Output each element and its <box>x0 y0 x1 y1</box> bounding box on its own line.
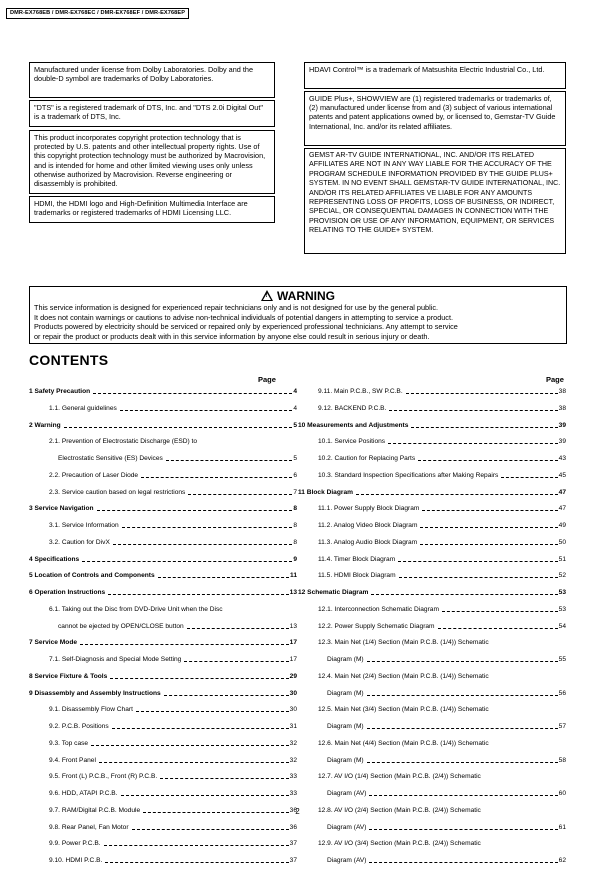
toc-leader <box>160 773 288 779</box>
warning-title: WARNING <box>277 289 335 303</box>
toc-leader <box>132 824 289 830</box>
toc-entry-title: 10.2. Caution for Replacing Parts <box>318 455 416 462</box>
toc-entry <box>298 472 566 489</box>
toc-leader <box>442 606 558 612</box>
page-number: 2 <box>295 807 300 816</box>
toc-entry <box>29 572 297 589</box>
toc-entry-page: 13 <box>289 622 297 630</box>
toc-entry-title: Diagram (M) <box>327 656 364 663</box>
toc-entry-page: 60 <box>558 790 566 797</box>
toc-entry <box>29 422 297 439</box>
toc-entry-title: 9.7. RAM/Digital P.C.B. Module <box>49 806 141 814</box>
toc-entry-title: 9.3. Top case <box>49 739 89 747</box>
hdmi-notice: HDMI, the HDMI logo and High-Definition Multimedia Interface are trademarks or registered trademarks of HDMI Licensing LLC. <box>29 196 275 223</box>
toc-entry <box>29 505 297 522</box>
toc-entry-page: 13 <box>289 589 297 596</box>
toc-entry-page: 36 <box>289 823 297 831</box>
toc-entry-title: 11.4. Timer Block Diagram <box>318 555 396 563</box>
toc-entry-title: 9.11. Main P.C.B., SW P.C.B. <box>318 388 403 395</box>
toc-entry-page: 5 <box>293 421 297 429</box>
toc-leader <box>166 455 293 461</box>
toc-entry-title: 11.2. Analog Video Block Diagram <box>318 522 418 529</box>
toc-entry-title: 3.1. Service Information <box>49 522 119 529</box>
toc-entry-title: 9.2. P.C.B. Positions <box>49 723 109 730</box>
toc-entry <box>298 522 566 539</box>
toc-entry <box>298 623 566 640</box>
toc-entry-title: 10 Measurements and Adjustments <box>298 421 409 429</box>
toc-leader <box>418 455 558 461</box>
toc-entry-title: 12.1. Interconnection Schematic Diagram <box>318 605 439 613</box>
toc-entry <box>298 790 566 807</box>
toc-entry-page: 31 <box>289 723 297 730</box>
toc-entry-title: 9.8. Rear Panel, Fan Motor <box>49 823 129 831</box>
toc-entry-title: 10.3. Standard Inspection Specifications after Making Repairs <box>318 471 499 479</box>
warning-line: or repair the product or products dealt with in this service information by anyone else could result in serious injury or death. <box>34 331 430 341</box>
toc-entry-page: 8 <box>293 505 297 513</box>
toc-entry-title: 12.2. Power Supply Schematic Diagram <box>318 622 435 630</box>
toc-leader <box>99 757 289 763</box>
toc-entry-title: 12.3. Main Net (1/4) Section (Main P.C.B. (1/4)) Schematic <box>318 639 489 647</box>
dts-notice: "DTS" is a registered trademark of DTS, Inc. and "DTS 2.0i Digital Out" is a trademark of DTS, Inc. <box>29 100 275 127</box>
toc-entry-page: 9 <box>293 555 297 563</box>
toc-entry-title: 6 Operation Instructions <box>29 589 106 596</box>
toc-leader <box>187 623 289 629</box>
toc-entry-title: 2.2. Precaution of Laser Diode <box>49 471 139 479</box>
toc-entry-page: 62 <box>558 857 566 864</box>
toc-entry <box>29 690 297 707</box>
toc-entry <box>29 606 297 623</box>
toc-entry-page: 49 <box>558 522 566 529</box>
toc-leader <box>164 690 289 696</box>
toc-leader <box>367 690 558 696</box>
toc-entry-page: 54 <box>558 622 566 630</box>
toc-leader <box>121 790 289 796</box>
toc-leader <box>367 757 558 763</box>
toc-entry <box>29 840 297 857</box>
toc-leader <box>136 706 289 712</box>
toc-entry <box>298 740 566 757</box>
warning-line: This service information is designed for experienced repair technicians only and is not designed for use by the general public. <box>34 303 438 312</box>
toc-entry-title: 9.10. HDMI P.C.B. <box>49 857 103 864</box>
toc-right-column <box>298 388 566 874</box>
toc-leader <box>105 857 288 863</box>
toc-entry <box>29 757 297 774</box>
page-column-label-left: Page <box>258 375 276 384</box>
toc-leader <box>406 388 558 394</box>
toc-leader <box>420 539 557 545</box>
toc-leader <box>188 489 292 495</box>
toc-entry-page: 6 <box>293 471 297 479</box>
toc-leader <box>369 790 557 796</box>
toc-entry <box>29 472 297 489</box>
toc-entry-page: 45 <box>558 471 566 479</box>
toc-entry-title: 9.1. Disassembly Flow Chart <box>49 706 133 714</box>
toc-entry-title: 2.3. Service caution based on legal restrictions <box>49 488 186 496</box>
toc-entry-title: 9.12. BACKEND P.C.B. <box>318 404 387 412</box>
warning-box <box>29 286 567 344</box>
warning-heading <box>34 289 562 303</box>
toc-leader <box>108 589 288 595</box>
toc-entry <box>298 489 566 506</box>
toc-leader <box>422 505 557 511</box>
toc-leader <box>389 405 557 411</box>
toc-entry <box>298 572 566 589</box>
toc-entry-title: cannot be ejected by OPEN/CLOSE button <box>58 622 184 630</box>
toc-entry-page: 39 <box>558 421 566 429</box>
toc-entry-title: 1.1. General guidelines <box>49 404 117 412</box>
toc-entry <box>29 857 297 874</box>
toc-entry <box>29 489 297 506</box>
toc-entry-page: 8 <box>293 538 297 546</box>
toc-entry <box>29 706 297 723</box>
toc-leader <box>112 723 289 729</box>
toc-entry-page: 17 <box>289 639 297 647</box>
toc-entry <box>298 606 566 623</box>
toc-leader <box>64 422 293 428</box>
toc-entry-page: 33 <box>289 773 297 781</box>
toc-entry-title: 12.8. AV I/O (2/4) Section (Main P.C.B. (2/4)) Schematic <box>318 806 481 814</box>
toc-leader <box>371 589 557 595</box>
toc-entry <box>29 522 297 539</box>
toc-entry-page: 43 <box>558 455 566 462</box>
toc-entry-page: 53 <box>558 589 566 596</box>
macrovision-notice: This product incorporates copyright protection technology that is protected by U.S. patents and other intellectual property rights. Use of this copyright protection technology must be authorized by Macrovision, and is intended for home and other limited viewing uses only unless otherwise authorized by Macrovision. Reverse engineering or disassembly is prohibited. <box>29 130 275 194</box>
toc-entry-title: 9.9. Power P.C.B. <box>49 840 101 848</box>
toc-entry <box>298 589 566 606</box>
toc-entry-title: 9.4. Front Panel <box>49 756 96 764</box>
warning-triangle-icon <box>261 290 273 301</box>
toc-entry-page: 30 <box>289 706 297 714</box>
toc-entry <box>298 422 566 439</box>
toc-entry-page: 7 <box>293 488 297 496</box>
toc-entry-title: 9 Disassembly and Assembly Instructions <box>29 689 161 697</box>
toc-leader <box>501 472 557 478</box>
toc-entry-title: 12.5. Main Net (3/4) Section (Main P.C.B. (1/4)) Schematic <box>318 706 489 714</box>
contents-title: CONTENTS <box>29 352 109 368</box>
toc-entry-page: 32 <box>289 756 297 764</box>
toc-leader <box>122 522 293 528</box>
hdavi-notice: HDAVI Control™ is a trademark of Matsushita Electric Industrial Co., Ltd. <box>304 62 566 89</box>
toc-entry <box>29 455 297 472</box>
toc-entry-page: 4 <box>293 388 297 395</box>
toc-entry-title: 2 Warning <box>29 421 61 429</box>
toc-leader <box>367 656 558 662</box>
toc-leader <box>82 556 292 562</box>
toc-entry <box>29 740 297 757</box>
toc-entry <box>298 824 566 841</box>
toc-leader <box>438 623 558 629</box>
toc-leader <box>398 556 557 562</box>
toc-entry <box>29 656 297 673</box>
toc-leader <box>120 405 293 411</box>
toc-entry-page: 36 <box>289 806 297 814</box>
toc-entry-page: 56 <box>558 689 566 697</box>
toc-entry-title: 6.1. Taking out the Disc from DVD-Drive Unit when the Disc <box>49 605 223 613</box>
toc-leader <box>369 824 557 830</box>
toc-entry-page: 38 <box>558 388 566 395</box>
toc-leader <box>388 438 558 444</box>
toc-leader <box>110 673 288 679</box>
toc-entry-title: 11.5. HDMI Block Diagram <box>318 572 396 580</box>
model-header: DMR-EX768EB / DMR-EX768EC / DMR-EX768EF / DMR-EX768EP <box>6 8 189 19</box>
toc-entry <box>298 656 566 673</box>
toc-leader <box>97 505 293 511</box>
toc-entry-page: 50 <box>558 538 566 546</box>
toc-entry-title: Diagram (AV) <box>327 857 367 864</box>
toc-entry-title: Diagram (M) <box>327 756 364 764</box>
toc-entry-title: Electrostatic Sensitive (ES) Devices <box>58 455 163 462</box>
toc-entry-title: 12.4. Main Net (2/4) Section (Main P.C.B. (1/4)) Schematic <box>318 672 489 680</box>
toc-entry-title: Diagram (M) <box>327 689 364 697</box>
warning-line: Products powered by electricity should be serviced or repaired only by experienced professional technicians. Any attempt to service <box>34 322 458 331</box>
toc-leader <box>80 639 289 645</box>
toc-entry-title: 5 Location of Controls and Components <box>29 572 155 580</box>
toc-leader <box>367 723 558 729</box>
toc-entry <box>298 388 566 405</box>
toc-entry-title: 3.2. Caution for DivX <box>49 538 110 546</box>
toc-entry-page: 47 <box>558 505 566 513</box>
toc-entry-title: 3 Service Navigation <box>29 505 94 513</box>
toc-entry-page: 17 <box>289 656 297 663</box>
toc-leader <box>369 857 557 863</box>
toc-leader <box>399 572 558 578</box>
toc-entry <box>29 790 297 807</box>
toc-entry-title: 12.6. Main Net (4/4) Section (Main P.C.B. (1/4)) Schematic <box>318 739 489 747</box>
toc-leader <box>411 422 557 428</box>
toc-leader <box>91 740 289 746</box>
toc-entry <box>298 840 566 857</box>
toc-entry <box>29 639 297 656</box>
toc-entry <box>298 773 566 790</box>
toc-entry-page: 32 <box>289 739 297 747</box>
toc-entry <box>29 824 297 841</box>
toc-entry <box>298 438 566 455</box>
gemstar-disclaimer: GEMST AR-TV GUIDE INTERNATIONAL, INC. AND/OR ITS RELATED AFFILIATES ARE NOT IN ANY WAY LIABLE FOR THE ACCURACY OF THE PROGRAM SCHEDULE INFORMATION PROVIDED BY THE GUIDE PLUS+ SYSTEM. IN NO EVENT SHALL GEMSTAR-TV GUIDE INTERNATIONAL, INC. AND/OR ITS RELATED AFFILIATES VE LIABLE FOR ANY AMOUNTS REPRESENTING LOSS OF PROFITS, LOSS OF BUSINESS, OR INDIRECT, SPECIAL, OR CONSEQUENTIAL DAMAGES IN CONNECTION WITH THE PROVISION OR USE OF ANY INFORMATION, EQUIPMENT, OR SERVICES RELATING TO THE GUIDE+ SYSTEM. <box>304 148 566 254</box>
toc-leader <box>141 472 292 478</box>
toc-leader <box>184 656 288 662</box>
toc-leader <box>158 572 289 578</box>
toc-entry <box>29 556 297 573</box>
toc-entry-page: 8 <box>293 522 297 529</box>
toc-entry-page: 55 <box>558 656 566 663</box>
toc-leader <box>93 388 292 394</box>
toc-entry-title: 11.1. Power Supply Block Diagram <box>318 505 420 513</box>
toc-entry <box>298 505 566 522</box>
toc-entry-title: Diagram (M) <box>327 723 364 730</box>
toc-entry-title: 4 Specifications <box>29 555 80 563</box>
toc-entry-title: 8 Service Fixture & Tools <box>29 672 108 680</box>
toc-entry-title: 7 Service Mode <box>29 639 78 647</box>
toc-entry <box>29 388 297 405</box>
toc-entry-title: 12 Schematic Diagram <box>298 589 369 596</box>
toc-entry-page: 37 <box>289 857 297 864</box>
toc-entry-page: 47 <box>558 488 566 496</box>
toc-entry-title: 11 Block Diagram <box>298 488 353 496</box>
toc-entry <box>298 690 566 707</box>
toc-entry-page: 37 <box>289 840 297 848</box>
toc-entry <box>29 623 297 640</box>
toc-leader <box>356 489 558 495</box>
toc-leader <box>113 539 292 545</box>
toc-entry-page: 58 <box>558 756 566 764</box>
toc-entry <box>298 857 566 874</box>
toc-entry-title: 11.3. Analog Audio Block Diagram <box>318 538 418 546</box>
toc-entry <box>298 455 566 472</box>
toc-entry-page: 30 <box>289 689 297 697</box>
toc-entry <box>298 673 566 690</box>
toc-entry-page: 29 <box>289 672 297 680</box>
toc-entry-page: 5 <box>293 455 297 462</box>
warning-line: It does not contain warnings or cautions to advise non-technical individuals of potential dangers in attempting to service a product. <box>34 312 454 322</box>
toc-entry-title: 9.5. Front (L) P.C.B., Front (R) P.C.B. <box>49 773 158 781</box>
toc-entry <box>298 556 566 573</box>
toc-leader <box>104 840 289 846</box>
toc-entry <box>298 723 566 740</box>
page-column-label-right: Page <box>546 375 564 384</box>
toc-entry-title: 1 Safety Precaution <box>29 388 91 395</box>
toc-entry-title: 7.1. Self-Diagnosis and Special Mode Setting <box>49 656 182 663</box>
toc-entry-page: 61 <box>558 823 566 831</box>
toc-entry <box>29 773 297 790</box>
toc-entry-title: 12.9. AV I/O (3/4) Section (Main P.C.B. (2/4)) Schematic <box>318 840 481 848</box>
toc-entry <box>298 757 566 774</box>
toc-entry-title: Diagram (AV) <box>327 790 367 797</box>
toc-entry-title: Diagram (AV) <box>327 823 367 831</box>
toc-entry <box>298 539 566 556</box>
toc-entry <box>29 539 297 556</box>
toc-entry <box>298 639 566 656</box>
toc-entry <box>29 405 297 422</box>
toc-entry <box>29 673 297 690</box>
toc-entry-title: 2.1. Prevention of Electrostatic Discharge (ESD) to <box>49 438 198 446</box>
toc-entry <box>29 589 297 606</box>
toc-entry-title: 12.7. AV I/O (1/4) Section (Main P.C.B. (2/4)) Schematic <box>318 773 481 781</box>
toc-entry-page: 33 <box>289 790 297 797</box>
toc-entry-page: 51 <box>558 555 566 563</box>
toc-leader <box>420 522 557 528</box>
guideplus-notice: GUIDE Plus+, SHOWVIEW are (1) registered trademarks or trademarks of, (2) manufactured under license from and (3) subject of various international patents and patent applications owned by, or licensed to, Gemstar-TV Guide International, Inc. and/or its related affiliates. <box>304 91 566 146</box>
dolby-notice: Manufactured under license from Dolby Laboratories. Dolby and the double-D symbol are trademarks of Dolby Laboratories. <box>29 62 275 98</box>
toc-entry-page: 4 <box>293 404 297 412</box>
toc-entry-page: 39 <box>558 438 566 446</box>
toc-entry <box>298 706 566 723</box>
toc-entry-title: 9.6. HDD, ATAPI P.C.B. <box>49 790 118 797</box>
toc-entry-page: 57 <box>558 723 566 730</box>
toc-entry <box>298 405 566 422</box>
toc-entry-page: 53 <box>558 605 566 613</box>
toc-entry-page: 11 <box>290 572 297 580</box>
toc-entry-page: 38 <box>558 404 566 412</box>
toc-entry-page: 52 <box>558 572 566 580</box>
toc-entry-title: 10.1. Service Positions <box>318 438 386 446</box>
toc-entry <box>29 723 297 740</box>
toc-entry <box>29 438 297 455</box>
toc-left-column <box>29 388 297 874</box>
